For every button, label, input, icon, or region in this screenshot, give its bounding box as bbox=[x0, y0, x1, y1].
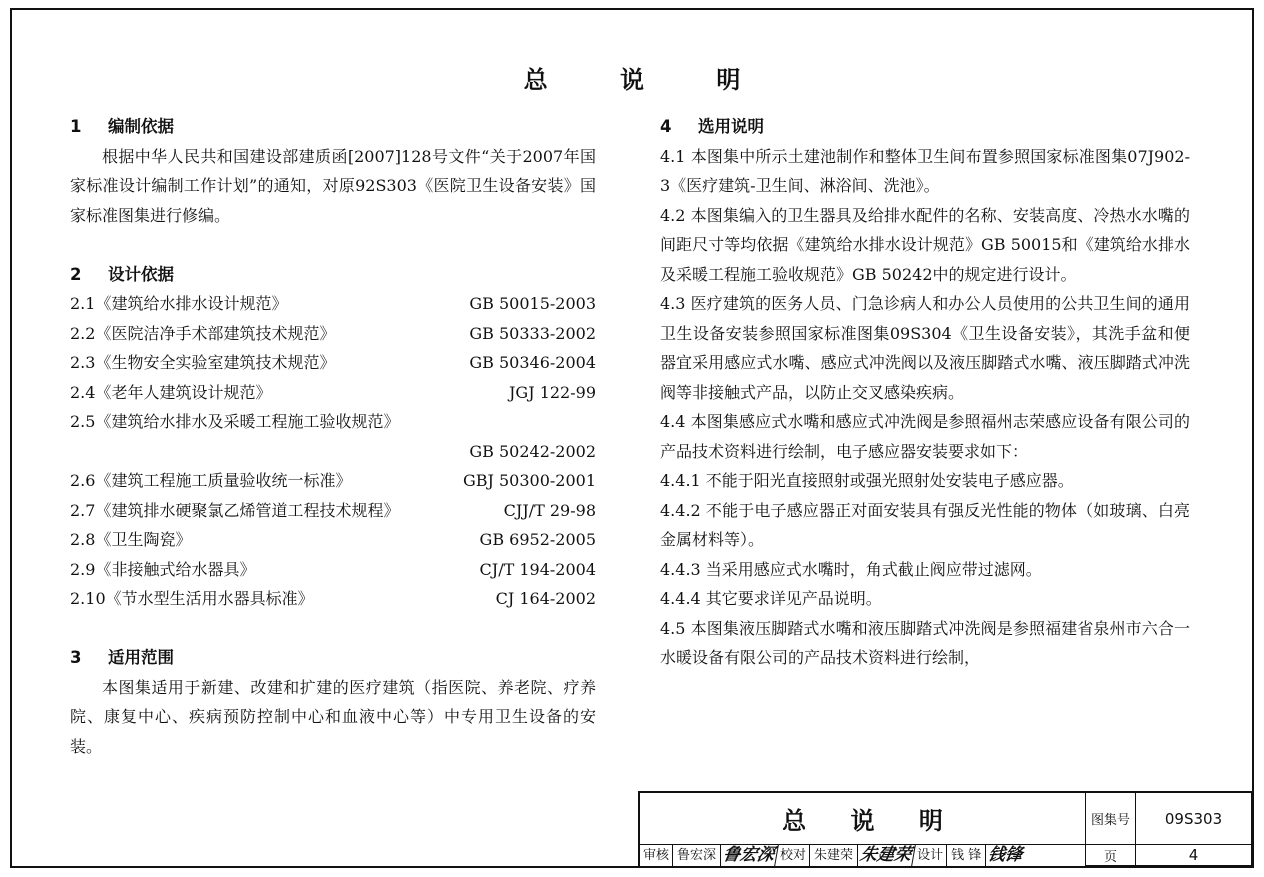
standard-item: 2.3《生物安全实验室建筑技术规范》 GB 50346-2004 bbox=[70, 353, 596, 372]
section-1-body: 根据中华人民共和国建设部建质函[2007]128号文件“关于2007年国家标准设计编制工作计划”的通知，对原92S303《医院卫生设备安装》国家标准图集进行修编。 bbox=[70, 146, 596, 225]
check-label: 校对 bbox=[777, 845, 810, 866]
design-signature: 钱锋 bbox=[986, 845, 1025, 865]
section-2-heading: 2 设计依据 bbox=[70, 264, 174, 284]
right-column bbox=[660, 112, 1190, 673]
paragraph: 4.4.1 不能于阳光直接照射或强光照射处安装电子感应器。 bbox=[660, 471, 1074, 490]
atlas-number: 09S303 bbox=[1136, 793, 1252, 845]
standard-item: 2.1《建筑给水排水设计规范》 GB 50015-2003 bbox=[70, 294, 596, 313]
paragraph: 4.4.3 当采用感应式水嘴时，角式截止阀应带过滤网。 bbox=[660, 559, 1042, 579]
standard-item: 2.7《建筑排水硬聚氯乙烯管道工程技术规程》 CJJ/T 29-98 bbox=[70, 500, 596, 520]
standard-item: 2.9《非接触式给水器具》 CJ/T 194-2004 bbox=[70, 559, 596, 579]
title-block-title: 总 说 明 bbox=[640, 793, 1086, 845]
title-block bbox=[638, 791, 1252, 866]
page-number: 4 bbox=[1136, 845, 1252, 866]
check-name: 朱建荣 bbox=[810, 845, 858, 866]
paragraph: 4.3 医疗建筑的医务人员、门急诊病人和办公人员使用的公共卫生间的通用卫生设备安装参照国家标准图集09S304《卫生设备安装》，其洗手盆和便器宜采用感应式水嘴、感应式冲洗阀以及液压脚踏式水嘴、液压脚踏式冲洗阀等非接触式产品，以防止交叉感染疾病。 bbox=[660, 294, 1190, 402]
paragraph: 4.1 本图集中所示土建池制作和整体卫生间布置参照国家标准图集07J902-3《医疗建筑-卫生间、淋浴间、洗池》。 bbox=[660, 146, 1190, 195]
standard-item: 2.5《建筑给水排水及采暖工程施工验收规范》 bbox=[70, 412, 400, 431]
signature-row bbox=[640, 845, 1086, 866]
section-4-heading: 4 选用说明 bbox=[660, 117, 764, 136]
design-name: 钱 锋 bbox=[947, 845, 986, 866]
design-label: 设计 bbox=[914, 845, 947, 866]
standard-item-code: GB 50242-2002 bbox=[469, 441, 596, 461]
paragraph: 4.4.2 不能于电子感应器正对面安装具有强反光性能的物体（如玻璃、白亮金属材料等）。 bbox=[660, 500, 1190, 549]
review-name: 鲁宏深 bbox=[673, 845, 721, 866]
page-title: 总 说 明 bbox=[523, 66, 773, 94]
atlas-number-label: 图集号 bbox=[1086, 793, 1136, 845]
review-label: 审核 bbox=[640, 845, 673, 866]
check-signature: 朱建荣 bbox=[856, 845, 916, 866]
standard-item: 2.8《卫生陶瓷》 GB 6952-2005 bbox=[70, 530, 596, 549]
standard-item: 2.4《老年人建筑设计规范》 JGJ 122-99 bbox=[70, 382, 596, 402]
standard-item: 2.10《节水型生活用水器具标准》 CJ 164-2002 bbox=[70, 589, 596, 608]
standard-item: 2.2《医院洁净手术部建筑技术规范》 GB 50333-2002 bbox=[70, 323, 596, 343]
paragraph: 4.2 本图集编入的卫生器具及给排水配件的名称、安装高度、冷热水水嘴的间距尺寸等均依据《建筑给水排水设计规范》GB 50015和《建筑给水排水及采暖工程施工验收规范》GB 50242中的规定进行设计。 bbox=[660, 205, 1190, 284]
section-1-heading: 1 编制依据 bbox=[70, 117, 174, 136]
section-3-heading: 3 适用范围 bbox=[70, 648, 174, 667]
paragraph: 4.4 本图集感应式水嘴和感应式冲洗阀是参照福州志荣感应设备有限公司的产品技术资料进行绘制，电子感应器安装要求如下： bbox=[660, 412, 1190, 461]
paragraph: 4.5 本图集液压脚踏式水嘴和液压脚踏式冲洗阀是参照福建省泉州市六合一水暖设备有限公司的产品技术资料进行绘制， bbox=[660, 618, 1190, 667]
paragraph: 4.4.4 其它要求详见产品说明。 bbox=[660, 589, 882, 608]
standard-item: 2.6《建筑工程施工质量验收统一标准》 GBJ 50300-2001 bbox=[70, 471, 596, 490]
page-label: 页 bbox=[1086, 845, 1136, 866]
section-3-body: 本图集适用于新建、改建和扩建的医疗建筑（指医院、养老院、疗养院、康复中心、疾病预防控制中心和血液中心等）中专用卫生设备的安装。 bbox=[70, 677, 596, 756]
left-column bbox=[70, 112, 596, 761]
review-signature: 鲁宏深 bbox=[719, 845, 779, 866]
